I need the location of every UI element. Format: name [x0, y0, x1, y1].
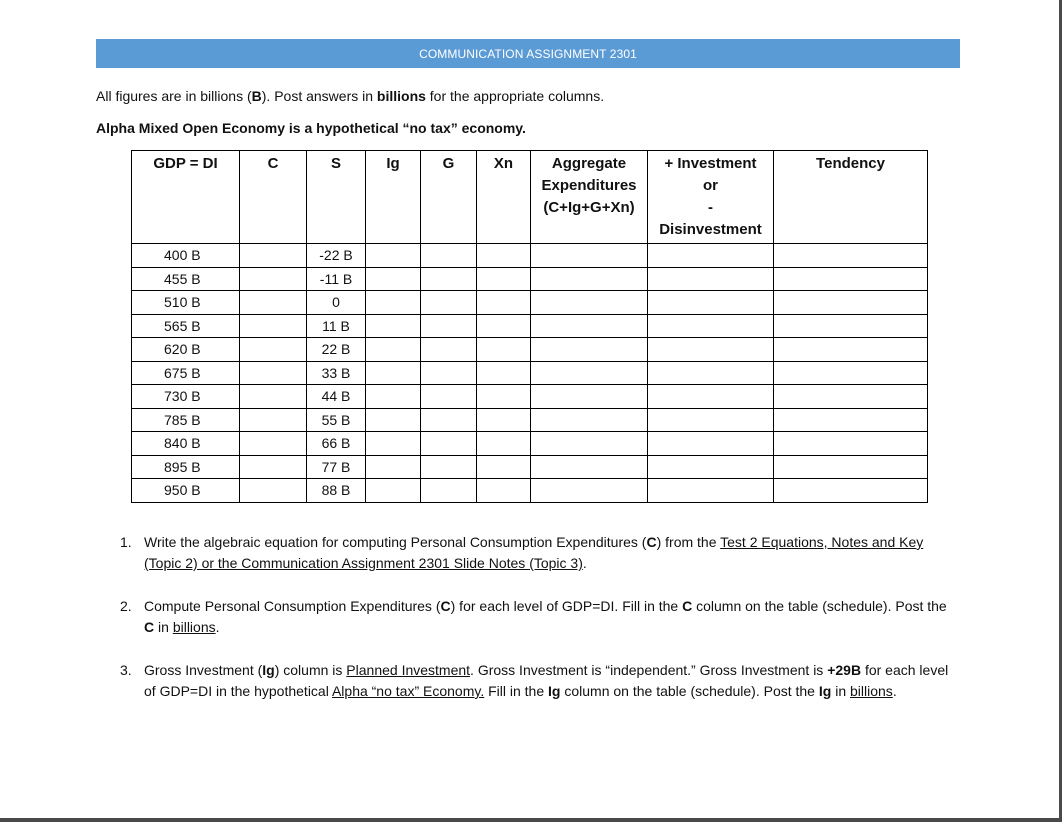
cell-c[interactable] — [240, 479, 307, 503]
cell-tendency[interactable] — [774, 432, 928, 456]
cell-inv[interactable] — [648, 361, 774, 385]
cell-g[interactable] — [421, 244, 477, 268]
cell-c[interactable] — [240, 408, 307, 432]
viewer-edge-bottom — [0, 818, 1062, 822]
cell-gdp: 675 B — [132, 361, 240, 385]
header-xn: Xn — [477, 151, 531, 244]
cell-ae[interactable] — [531, 408, 648, 432]
cell-inv[interactable] — [648, 267, 774, 291]
table-row — [132, 455, 928, 479]
cell-s: 77 B — [307, 455, 366, 479]
cell-tendency[interactable] — [774, 291, 928, 315]
cell-gdp: 400 B — [132, 244, 240, 268]
cell-g[interactable] — [421, 291, 477, 315]
cell-g[interactable] — [421, 455, 477, 479]
cell-inv[interactable] — [648, 432, 774, 456]
cell-inv[interactable] — [648, 338, 774, 362]
cell-c[interactable] — [240, 385, 307, 409]
table-row — [132, 244, 928, 268]
underlined-planned-investment: Planned Investment — [346, 662, 471, 678]
cell-s: 0 — [307, 291, 366, 315]
cell-g[interactable] — [421, 385, 477, 409]
table-row — [132, 267, 928, 291]
cell-ae[interactable] — [531, 361, 648, 385]
cell-gdp: 895 B — [132, 455, 240, 479]
cell-inv[interactable] — [648, 291, 774, 315]
cell-xn[interactable] — [477, 291, 531, 315]
cell-s: -11 B — [307, 267, 366, 291]
cell-g[interactable] — [421, 408, 477, 432]
question-1: 1. Write the algebraic equation for computing Personal Consumption Expenditures (C) from the Test 2 Equations, Notes and Key (Topic 2) or the Communication Assignment 2301 Slide Notes (Topic 3). — [120, 534, 924, 571]
header-g: G — [421, 151, 477, 244]
header-gdp: GDP = DI — [132, 151, 240, 244]
cell-ae[interactable] — [531, 244, 648, 268]
cell-ae[interactable] — [531, 267, 648, 291]
cell-xn[interactable] — [477, 267, 531, 291]
cell-gdp: 510 B — [132, 291, 240, 315]
cell-g[interactable] — [421, 361, 477, 385]
cell-tendency[interactable] — [774, 244, 928, 268]
header-s: S — [307, 151, 366, 244]
question-list — [120, 532, 950, 724]
cell-g[interactable] — [421, 314, 477, 338]
underlined-billions: billions — [172, 619, 216, 635]
cell-tendency[interactable] — [774, 479, 928, 503]
cell-c[interactable] — [240, 455, 307, 479]
cell-c[interactable] — [240, 314, 307, 338]
cell-ae[interactable] — [531, 432, 648, 456]
cell-ig[interactable] — [366, 432, 421, 456]
cell-ig[interactable] — [366, 455, 421, 479]
cell-tendency[interactable] — [774, 455, 928, 479]
cell-xn[interactable] — [477, 385, 531, 409]
cell-s: 33 B — [307, 361, 366, 385]
cell-s: 55 B — [307, 408, 366, 432]
cell-c[interactable] — [240, 361, 307, 385]
cell-ae[interactable] — [531, 385, 648, 409]
economy-title: Alpha Mixed Open Economy is a hypothetical “no tax” economy. — [96, 120, 526, 136]
intro-line: All figures are in billions (B). Post answers in billions for the appropriate columns. — [96, 88, 605, 104]
table-row — [132, 432, 928, 456]
cell-ig[interactable] — [366, 244, 421, 268]
table-row — [132, 408, 928, 432]
header-tendency: Tendency — [774, 151, 928, 244]
cell-s: 11 B — [307, 314, 366, 338]
underlined-alpha-economy: Alpha “no tax” Economy. — [331, 683, 485, 699]
table-row — [132, 385, 928, 409]
cell-c[interactable] — [240, 244, 307, 268]
cell-c[interactable] — [240, 338, 307, 362]
question-2: 2. Compute Personal Consumption Expenditures (C) for each level of GDP=DI. Fill in the C column on the table (schedule). Post the C in billions. — [120, 598, 947, 635]
cell-tendency[interactable] — [774, 361, 928, 385]
cell-xn[interactable] — [477, 455, 531, 479]
cell-ig[interactable] — [366, 338, 421, 362]
cell-xn[interactable] — [477, 408, 531, 432]
cell-inv[interactable] — [648, 385, 774, 409]
cell-ae[interactable] — [531, 291, 648, 315]
cell-tendency[interactable] — [774, 408, 928, 432]
cell-tendency[interactable] — [774, 385, 928, 409]
cell-xn[interactable] — [477, 361, 531, 385]
underlined-billions: billions — [850, 683, 893, 699]
cell-tendency[interactable] — [774, 338, 928, 362]
cell-xn[interactable] — [477, 479, 531, 503]
table-header-row — [132, 151, 928, 244]
cell-tendency[interactable] — [774, 314, 928, 338]
cell-c[interactable] — [240, 291, 307, 315]
cell-ig[interactable] — [366, 267, 421, 291]
cell-xn[interactable] — [477, 244, 531, 268]
cell-ae[interactable] — [531, 338, 648, 362]
cell-inv[interactable] — [648, 455, 774, 479]
header-c: C — [240, 151, 307, 244]
cell-xn[interactable] — [477, 314, 531, 338]
cell-s: 22 B — [307, 338, 366, 362]
cell-gdp: 620 B — [132, 338, 240, 362]
cell-c[interactable] — [240, 432, 307, 456]
cell-xn[interactable] — [477, 338, 531, 362]
cell-gdp: 785 B — [132, 408, 240, 432]
cell-g[interactable] — [421, 267, 477, 291]
cell-gdp: 565 B — [132, 314, 240, 338]
cell-inv[interactable] — [648, 408, 774, 432]
cell-ae[interactable] — [531, 455, 648, 479]
table-row — [132, 314, 928, 338]
cell-g[interactable] — [421, 338, 477, 362]
header-aggregate-expenditures: Aggregate Expenditures (C+Ig+G+Xn) — [531, 151, 648, 244]
cell-c[interactable] — [240, 267, 307, 291]
question-3: 3. Gross Investment (Ig) column is Planned Investment. Gross Investment is “independent.” Gross Investment is +29B for each level of GDP=DI in the hypothetical Alpha “no tax” Economy. Fill in the Ig column on the table (schedule). Post the Ig in billions. — [120, 662, 949, 699]
cell-gdp: 455 B — [132, 267, 240, 291]
table-row — [132, 361, 928, 385]
cell-s: 66 B — [307, 432, 366, 456]
cell-gdp: 730 B — [132, 385, 240, 409]
cell-ig[interactable] — [366, 361, 421, 385]
cell-inv[interactable] — [648, 479, 774, 503]
cell-xn[interactable] — [477, 432, 531, 456]
cell-ae[interactable] — [531, 479, 648, 503]
cell-inv[interactable] — [648, 244, 774, 268]
cell-ig[interactable] — [366, 314, 421, 338]
cell-g[interactable] — [421, 479, 477, 503]
cell-ae[interactable] — [531, 314, 648, 338]
cell-ig[interactable] — [366, 408, 421, 432]
cell-s: 88 B — [307, 479, 366, 503]
table-row — [132, 479, 928, 503]
table-row — [132, 291, 928, 315]
cell-g[interactable] — [421, 432, 477, 456]
link-test2-notes[interactable]: Test 2 Equations, Notes and Key (Topic 2) or the Communication Assignment 2301 Slide Notes (Topic 3) — [144, 534, 924, 571]
table-row — [132, 338, 928, 362]
cell-ig[interactable] — [366, 385, 421, 409]
cell-ig[interactable] — [366, 291, 421, 315]
cell-gdp: 840 B — [132, 432, 240, 456]
header-investment: + Investment or - Disinvestment — [648, 151, 774, 244]
cell-gdp: 950 B — [132, 479, 240, 503]
assignment-banner: COMMUNICATION ASSIGNMENT 2301 — [96, 39, 960, 68]
cell-ig[interactable] — [366, 479, 421, 503]
schedule-table — [131, 150, 928, 503]
cell-s: -22 B — [307, 244, 366, 268]
header-ig: Ig — [366, 151, 421, 244]
cell-inv[interactable] — [648, 314, 774, 338]
cell-s: 44 B — [307, 385, 366, 409]
cell-tendency[interactable] — [774, 267, 928, 291]
